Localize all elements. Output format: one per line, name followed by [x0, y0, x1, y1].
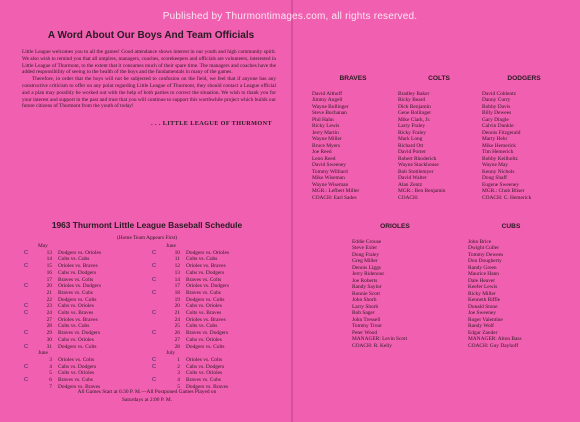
game-matchup: Orioles vs. Braves — [186, 316, 226, 323]
game-date: 5 — [49, 370, 52, 377]
game-date: 22 — [46, 296, 52, 303]
player-name: John Shorb — [352, 297, 377, 303]
game-date: 24 — [174, 316, 180, 323]
player-name: Steve Exler — [352, 245, 377, 251]
game-row — [152, 270, 280, 277]
game-row — [152, 297, 280, 304]
game-row — [24, 303, 152, 310]
player-name: Greg Miller — [352, 258, 378, 264]
handwritten-mark: C — [152, 310, 157, 317]
player-name: Wayne Stackhouse — [398, 162, 439, 168]
team-name: COLTS — [428, 75, 450, 82]
game-matchup: Colts vs. Cubs — [58, 256, 90, 263]
player-name: Ronnie Scott — [352, 290, 381, 297]
player-name: Kenny Nichols — [482, 168, 515, 175]
schedule-column-2 — [152, 243, 280, 390]
player-name: Dick Benjamin — [398, 103, 431, 110]
handwritten-mark: C — [152, 377, 157, 384]
team-staff: COACH: R. Kelly — [352, 342, 392, 349]
month-heading: June — [166, 243, 176, 249]
player-name: Danny Curry — [482, 97, 511, 103]
team-roster-cubs — [468, 224, 554, 349]
handwritten-mark — [24, 337, 42, 344]
player-name: Ricky Beard — [398, 97, 426, 103]
handwritten-mark: C — [24, 303, 29, 310]
player-name: Mike Clark, Jr. — [398, 116, 431, 123]
handwritten-mark — [152, 303, 170, 310]
game-matchup: Colts vs. Cubs — [186, 323, 218, 330]
team-staff: COACH: — [398, 194, 419, 201]
player-name: David Walter — [398, 175, 427, 181]
handwritten-mark — [24, 277, 42, 284]
game-row — [152, 357, 280, 364]
player-name: Alan Zentz — [398, 181, 423, 188]
team-roster-dodgers — [482, 76, 566, 201]
game-matchup: Orioles vs. Braves — [58, 316, 98, 323]
game-row — [152, 250, 280, 257]
game-row — [152, 317, 280, 324]
game-date: 23 — [46, 303, 52, 310]
team-staff: MANAGER: Alton Bass — [468, 336, 522, 342]
game-matchup: Braves vs. Colts — [58, 276, 94, 283]
message-heading: A Word About Our Boys And Team Officials — [47, 30, 255, 41]
game-row — [152, 310, 280, 317]
player-name: Robert Rhoderick — [398, 155, 437, 162]
game-row — [24, 344, 152, 351]
player-name: Larry Shorb — [352, 303, 379, 310]
game-date: 15 — [46, 263, 52, 270]
handwritten-mark: C — [152, 330, 157, 337]
player-name: Tim Hemerick — [482, 149, 514, 155]
game-row — [24, 330, 152, 337]
game-row — [152, 370, 280, 377]
player-name: Bobby Keilholtz — [482, 155, 518, 162]
game-matchup: Braves vs. Dodgers — [186, 330, 229, 337]
player-name: Joe Sweeney — [468, 310, 496, 316]
game-row — [152, 337, 280, 344]
game-date: 14 — [174, 276, 180, 283]
game-row — [24, 364, 152, 371]
game-row — [24, 290, 152, 297]
center-fold — [291, 0, 293, 422]
game-date: 5 — [177, 383, 180, 390]
player-name: Eddie Crouse — [352, 238, 382, 245]
game-date: 16 — [46, 269, 52, 276]
player-name: Wayne Miller — [312, 136, 342, 142]
player-name: Bradley Baker — [398, 90, 430, 97]
game-date: 25 — [174, 323, 180, 330]
player-name: Steve Buchanan — [312, 110, 347, 116]
player-name: Edgar Zander — [468, 329, 498, 336]
schedule-title: 1963 Thurmont Little League Baseball Schedule — [51, 220, 243, 230]
game-matchup: Cubs vs. Orioles — [58, 303, 94, 310]
game-date: 10 — [174, 249, 180, 256]
handwritten-mark: C — [24, 263, 29, 270]
handwritten-mark — [152, 317, 170, 324]
message-paragraph-2: Therefore, in order that the boys will not be subjected to confusion on the field, we feel that if anyone has any constructive criticism to offer on any point regarding Little League of Thurmont, they should contact a League official and a plan may possibly be worked out with the help of both parties to correct the situation. We wish to thank you for your interest and support in the past and trust that you will continue to support this worthwhile project which builds our future citizens of Thurmont from the youth of today! — [22, 76, 276, 110]
handwritten-mark: C — [152, 263, 157, 270]
game-matchup: Cubs vs. Dodgers — [186, 363, 225, 370]
player-name: Doug Fraley — [352, 251, 380, 258]
handwritten-mark — [152, 297, 170, 304]
player-name: Kenneth Riffle — [468, 297, 501, 303]
game-matchup: Colts vs. Braves — [58, 310, 94, 317]
game-row — [152, 323, 280, 330]
game-matchup: Dodgers vs. Orioles — [58, 249, 101, 256]
game-date: 19 — [174, 296, 180, 303]
player-name: Larry Fraley — [398, 123, 426, 129]
game-matchup: Colts vs. Orioles — [58, 370, 95, 377]
player-name: Dwight Culler — [468, 245, 499, 251]
game-row — [24, 263, 152, 270]
game-matchup: Orioles vs. Dodgers — [186, 283, 229, 290]
player-name: Dennis Fitzgerald — [482, 129, 521, 136]
game-matchup: Dodgers vs. Colts — [186, 343, 225, 350]
team-roster-orioles — [352, 224, 438, 349]
handwritten-mark: C — [24, 363, 29, 370]
player-name: Don Dougherty — [468, 258, 502, 264]
game-row — [152, 303, 280, 310]
handwritten-mark: C — [24, 283, 29, 290]
player-name: Gary Dingle — [482, 116, 509, 123]
player-name: John Brice — [468, 238, 492, 245]
player-name: Keefer Lewis — [468, 284, 498, 290]
game-row — [24, 270, 152, 277]
handwritten-mark — [152, 323, 170, 330]
schedule-subtitle: (Home Team Appears First) — [116, 235, 178, 241]
game-date: 31 — [46, 343, 52, 350]
game-matchup: Dodgers vs. Colts — [58, 343, 97, 350]
game-matchup: Braves vs. Cubs — [58, 289, 93, 296]
team-staff: COACH: Earl Sades — [312, 194, 357, 201]
player-name: Ricky Miller — [468, 290, 496, 297]
game-date: 13 — [174, 269, 180, 276]
player-name: David Porter — [398, 149, 426, 155]
player-name: John Tressell — [352, 316, 381, 323]
team-name: DODGERS — [507, 75, 541, 82]
watermark: Published by Thurmontimages.com, all rights reserved. — [162, 11, 418, 22]
message-signature: . . . LITTLE LEAGUE OF THURMONT — [151, 120, 272, 128]
handwritten-mark: C — [152, 363, 157, 370]
game-matchup: Dodgers vs. Braves — [58, 383, 101, 390]
team-staff: COACH: C. Hemerick — [482, 194, 532, 201]
game-matchup: Cubs vs. Dodgers — [58, 363, 97, 370]
game-row — [152, 256, 280, 263]
game-date: 12 — [174, 263, 180, 270]
game-date: 3 — [177, 370, 180, 377]
team-staff: MGR.: Chub Bliser — [482, 188, 525, 194]
game-row — [152, 330, 280, 337]
player-name: Joe Reed — [312, 149, 332, 155]
player-name: Ricky Fraley — [398, 129, 426, 136]
player-name: Tommy Dewees — [468, 251, 504, 258]
player-name: Eugene Sweeney — [482, 181, 519, 188]
game-row — [152, 263, 280, 270]
player-name: Randy Wolf — [468, 323, 494, 329]
message-paragraph-1: Little League welcomes you to all the games! Good attendance shows interest in our youth and high community spirit. We also wish to remind you that all umpires, managers, coaches, scorekeepers and officials are volunteers, interested in Little League of Thurmont, to the extent that it consumes much of their spare time. The managers and coaches have the added responsibility of seeing to the health of the boys and the fundamentals in many of the games. — [22, 49, 276, 76]
game-date: 17 — [46, 276, 52, 283]
game-matchup: Cubs vs. Dodgers — [186, 269, 225, 276]
player-name: Billy Dewees — [482, 110, 512, 116]
game-matchup: Orioles vs. Dodgers — [58, 283, 101, 290]
player-name: Calvin Dunkle — [482, 123, 514, 129]
game-matchup: Dodgers vs. Braves — [186, 383, 229, 390]
game-row — [24, 283, 152, 290]
player-name: Dennis Liggs — [352, 264, 381, 271]
handwritten-mark — [152, 283, 170, 290]
team-roster-braves — [312, 76, 394, 201]
game-row — [152, 277, 280, 284]
team-staff: MGR.: Lefbert Miller — [312, 188, 360, 194]
player-name: Bobby Davis — [482, 103, 511, 110]
game-date: 21 — [174, 310, 180, 317]
game-matchup: Colts vs. Braves — [186, 310, 222, 317]
game-date: 4 — [177, 377, 180, 384]
player-name: Randy Saylor — [352, 284, 382, 290]
game-date: 17 — [174, 283, 180, 290]
team-name: ORIOLES — [380, 223, 410, 230]
player-name: Randy Green — [468, 264, 497, 271]
game-date: 1 — [177, 356, 180, 363]
game-date: 20 — [46, 283, 52, 290]
game-matchup: Braves vs. Colts — [186, 276, 222, 283]
handwritten-mark — [24, 323, 42, 330]
game-row — [152, 290, 280, 297]
handwritten-mark — [24, 357, 42, 364]
player-name: Joe Roberts — [352, 277, 378, 284]
handwritten-mark — [24, 370, 42, 377]
player-name: David Coblentz — [482, 90, 516, 97]
month-heading: May — [38, 243, 48, 249]
handwritten-mark: C — [24, 310, 29, 317]
handwritten-mark — [24, 290, 42, 297]
handwritten-mark: C — [24, 249, 29, 256]
player-name: Doug Shaff — [482, 175, 507, 181]
game-date: 7 — [49, 383, 52, 390]
game-date: 30 — [46, 336, 52, 343]
player-name: Bob Stottlemyer — [398, 168, 434, 175]
player-name: Mike Hemerick — [482, 142, 516, 149]
handwritten-mark — [152, 337, 170, 344]
handwritten-mark — [152, 344, 170, 351]
game-date: 11 — [174, 256, 180, 263]
game-row — [24, 250, 152, 257]
team-name: BRAVES — [339, 75, 367, 82]
game-row — [24, 370, 152, 377]
game-row — [152, 344, 280, 351]
game-matchup: Orioles vs. Braves — [58, 263, 98, 270]
game-matchup: Cubs vs. Orioles — [186, 336, 222, 343]
handwritten-mark: C — [24, 330, 29, 337]
game-row — [24, 323, 152, 330]
game-date: 28 — [46, 323, 52, 330]
handwritten-mark — [152, 256, 170, 263]
game-matchup: Colts vs. Cubs — [58, 323, 90, 330]
game-matchup: Colts vs. Cubs — [186, 256, 218, 263]
game-date: 20 — [174, 303, 180, 310]
player-name: Mike Wiseman — [312, 175, 345, 181]
team-roster-colts — [398, 76, 480, 201]
game-matchup: Braves vs. Cubs — [186, 289, 221, 296]
game-row — [24, 357, 152, 364]
player-name: Maurice Hann — [468, 271, 499, 277]
handwritten-mark — [152, 370, 170, 377]
handwritten-mark: C — [152, 289, 157, 296]
game-row — [24, 377, 152, 384]
handwritten-mark: C — [152, 276, 157, 283]
game-matchup: Cubs vs. Dodgers — [58, 269, 97, 276]
game-matchup: Braves vs. Cubs — [58, 377, 93, 384]
game-date: 13 — [46, 249, 52, 256]
game-date: 24 — [46, 310, 52, 317]
player-name: Wayne May — [482, 162, 509, 168]
player-name: David Althoff — [312, 90, 342, 97]
game-matchup: Cubs vs. Orioles — [58, 336, 94, 343]
player-name: David Sweeney — [312, 162, 346, 168]
game-matchup: Orioles vs. Braves — [186, 263, 226, 270]
handwritten-mark: C — [152, 249, 157, 256]
month-heading: July — [166, 350, 175, 357]
footer-line-2: Saturdays at 2:00 P. M. — [121, 397, 172, 403]
game-date: 6 — [49, 377, 52, 384]
game-matchup: Cubs vs. Orioles — [186, 303, 222, 310]
game-row — [24, 297, 152, 304]
team-staff: MGR.: Ben Benjamin — [398, 188, 446, 194]
game-date: 14 — [46, 256, 52, 263]
player-name: Phil Hahn — [312, 116, 334, 123]
handwritten-mark — [24, 256, 42, 263]
team-staff: COACH: Guy Dayhoff — [468, 342, 519, 349]
game-matchup: Dodgers vs. Orioles — [186, 249, 229, 256]
footer-line-1: All Games Start at 6:30 P. M.—All Postponed Games Played on — [77, 389, 217, 395]
handwritten-mark: C — [152, 356, 157, 363]
game-date: 21 — [46, 289, 52, 296]
game-date: 27 — [174, 336, 180, 343]
game-matchup: Orioles vs. Colts — [186, 356, 223, 363]
game-matchup: Orioles vs. Colts — [58, 356, 95, 363]
game-date: 26 — [174, 330, 180, 337]
player-name: Jerry Ridenour — [352, 271, 385, 277]
handwritten-mark — [24, 297, 42, 304]
game-matchup: Dodgers vs. Colts — [58, 296, 97, 303]
player-name: Mark Long — [398, 136, 423, 142]
game-row — [152, 283, 280, 290]
team-name: CUBS — [501, 223, 521, 230]
player-name: Wayne Bollinger — [312, 103, 349, 110]
player-name: Tommy Williard — [312, 168, 348, 175]
handwritten-mark — [152, 270, 170, 277]
officials-message — [12, 30, 282, 127]
game-matchup: Braves vs. Cubs — [186, 377, 221, 384]
player-name: Leon Reed — [312, 155, 336, 162]
schedule-footer — [12, 388, 282, 404]
game-date: 2 — [177, 363, 180, 370]
player-name: Jimmy Angell — [312, 97, 343, 103]
player-name: Marty Hehr — [482, 136, 508, 142]
handwritten-mark — [24, 270, 42, 277]
game-matchup: Braves vs. Dodgers — [58, 330, 101, 337]
schedule-column-1 — [24, 243, 152, 390]
player-name: Jerry Martin — [312, 129, 339, 136]
game-date: 28 — [174, 343, 180, 350]
game-matchup: Dodgers vs. Colts — [186, 296, 225, 303]
game-row — [24, 277, 152, 284]
game-matchup: Colts vs. Orioles — [186, 370, 223, 377]
game-date: 29 — [46, 330, 52, 337]
player-name: Roger Valentine — [468, 316, 503, 323]
game-row — [24, 317, 152, 324]
game-row — [24, 310, 152, 317]
player-name: Bob Sager — [352, 310, 375, 316]
game-row — [152, 377, 280, 384]
player-name: Tommy Trout — [352, 323, 382, 329]
team-staff: MANAGER: Levin Scott — [352, 336, 408, 342]
game-row — [152, 364, 280, 371]
handwritten-mark: C — [24, 377, 29, 384]
handwritten-mark: C — [24, 343, 29, 350]
game-date: 4 — [49, 363, 52, 370]
game-date: 18 — [174, 289, 180, 296]
player-name: Donald Stone — [468, 303, 498, 310]
player-name: Peter Wood — [352, 329, 378, 336]
player-name: Bruce Myers — [312, 142, 340, 149]
player-name: Gene Bollinger — [398, 110, 432, 116]
player-name: Wayne Wiseman — [312, 181, 349, 188]
player-name: Richard Ott — [398, 142, 424, 149]
player-name: Ricky Lewis — [312, 123, 340, 129]
month-heading: June — [38, 350, 48, 357]
player-name: Dale Heaver — [468, 277, 496, 284]
game-row — [24, 256, 152, 263]
game-date: 3 — [49, 356, 52, 363]
game-row — [24, 337, 152, 344]
game-date: 27 — [46, 316, 52, 323]
handwritten-mark — [24, 317, 42, 324]
